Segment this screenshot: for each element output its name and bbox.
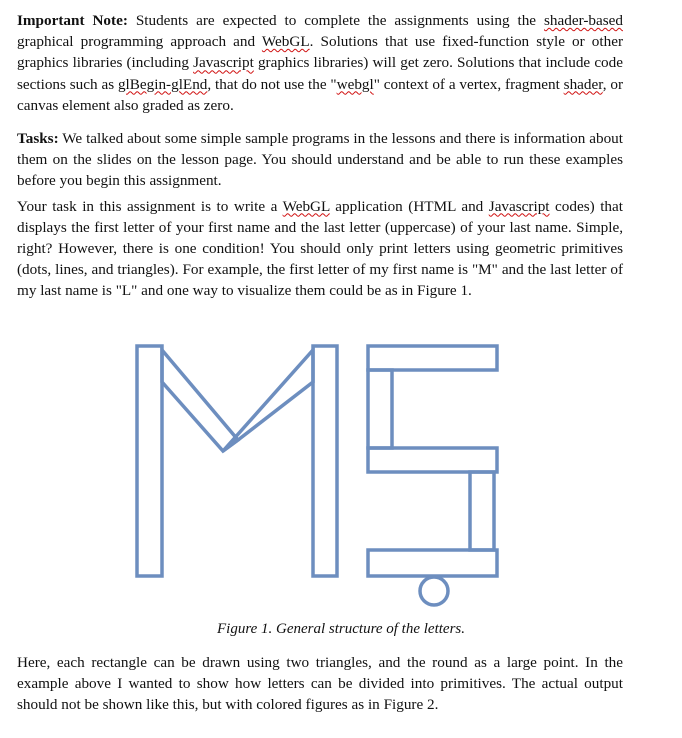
tasks-label: Tasks:	[17, 130, 59, 148]
tasks-text: We talked about some simple sample programs in the lessons and there is information about them on the slides on the lesson page. You should understand and be able to run these examples before you begin this assignment.	[17, 130, 623, 190]
s-left-bar	[368, 370, 392, 448]
task-description-paragraph	[17, 196, 623, 302]
dot-point	[420, 577, 448, 605]
tasks-paragraph	[17, 128, 623, 192]
m-left-bar	[137, 346, 162, 576]
s-top-bar	[368, 346, 497, 370]
m-left-diagonal	[162, 350, 238, 451]
spellcheck-word[interactable]: webgl	[336, 75, 374, 93]
important-note-label: Important Note:	[17, 12, 128, 29]
spellcheck-word[interactable]: shader-based	[544, 12, 623, 29]
closing-block	[17, 652, 623, 716]
s-bottom-bar	[368, 550, 497, 576]
spellcheck-word[interactable]: glBegin-glEnd	[117, 75, 208, 93]
spellcheck-word[interactable]: shader	[563, 75, 603, 93]
spellcheck-word[interactable]: WebGL	[261, 33, 310, 51]
task-text-1: Your task in this assignment is to write a	[17, 197, 283, 215]
note-text-7: , or canvas element also graded as zero.	[17, 75, 623, 114]
task-text-3: codes) that displays the first letter of your first name and the last letter (uppercase) of your last name. Simple, right? However, there is one condition! You should only print letters using geometric primitives (dots, lines, and triangles). For example, the first letter of my first name is "M" and the last letter of my last name is "L" and one way to visualize them could be as in Figure 1.	[17, 197, 623, 300]
important-note-paragraph	[17, 10, 623, 116]
m-right-bar	[313, 346, 337, 576]
m-right-diagonal	[223, 350, 313, 451]
document-body	[17, 10, 623, 302]
s-middle-bar	[368, 448, 497, 472]
spellcheck-word[interactable]: Javascript	[193, 54, 254, 72]
note-text-2: graphical programming approach and	[17, 33, 262, 51]
s-right-bar	[470, 472, 494, 550]
closing-paragraph: Here, each rectangle can be drawn using two triangles, and the round as a large point. In the example above I wanted to show how letters can be divided into primitives. The actual output should not be shown like this, but with colored figures as in Figure 2.	[17, 654, 623, 714]
spellcheck-word[interactable]: WebGL	[282, 197, 330, 215]
spellcheck-word[interactable]: Javascript	[488, 197, 550, 215]
note-text-4: graphics libraries) will get zero. Solutions that include code sections such as	[17, 54, 623, 93]
note-text-3: . Solutions that use fixed-function style or other graphics libraries (including	[17, 33, 624, 72]
note-text-1: Students are expected to complete the assignments using the	[127, 12, 544, 29]
note-text-6: " context of a vertex, fragment	[373, 75, 564, 93]
note-text-5: , that do not use the "	[207, 75, 337, 93]
task-text-2: application (HTML and	[329, 197, 489, 215]
figure-caption: Figure 1. General structure of the letters.	[216, 621, 465, 637]
